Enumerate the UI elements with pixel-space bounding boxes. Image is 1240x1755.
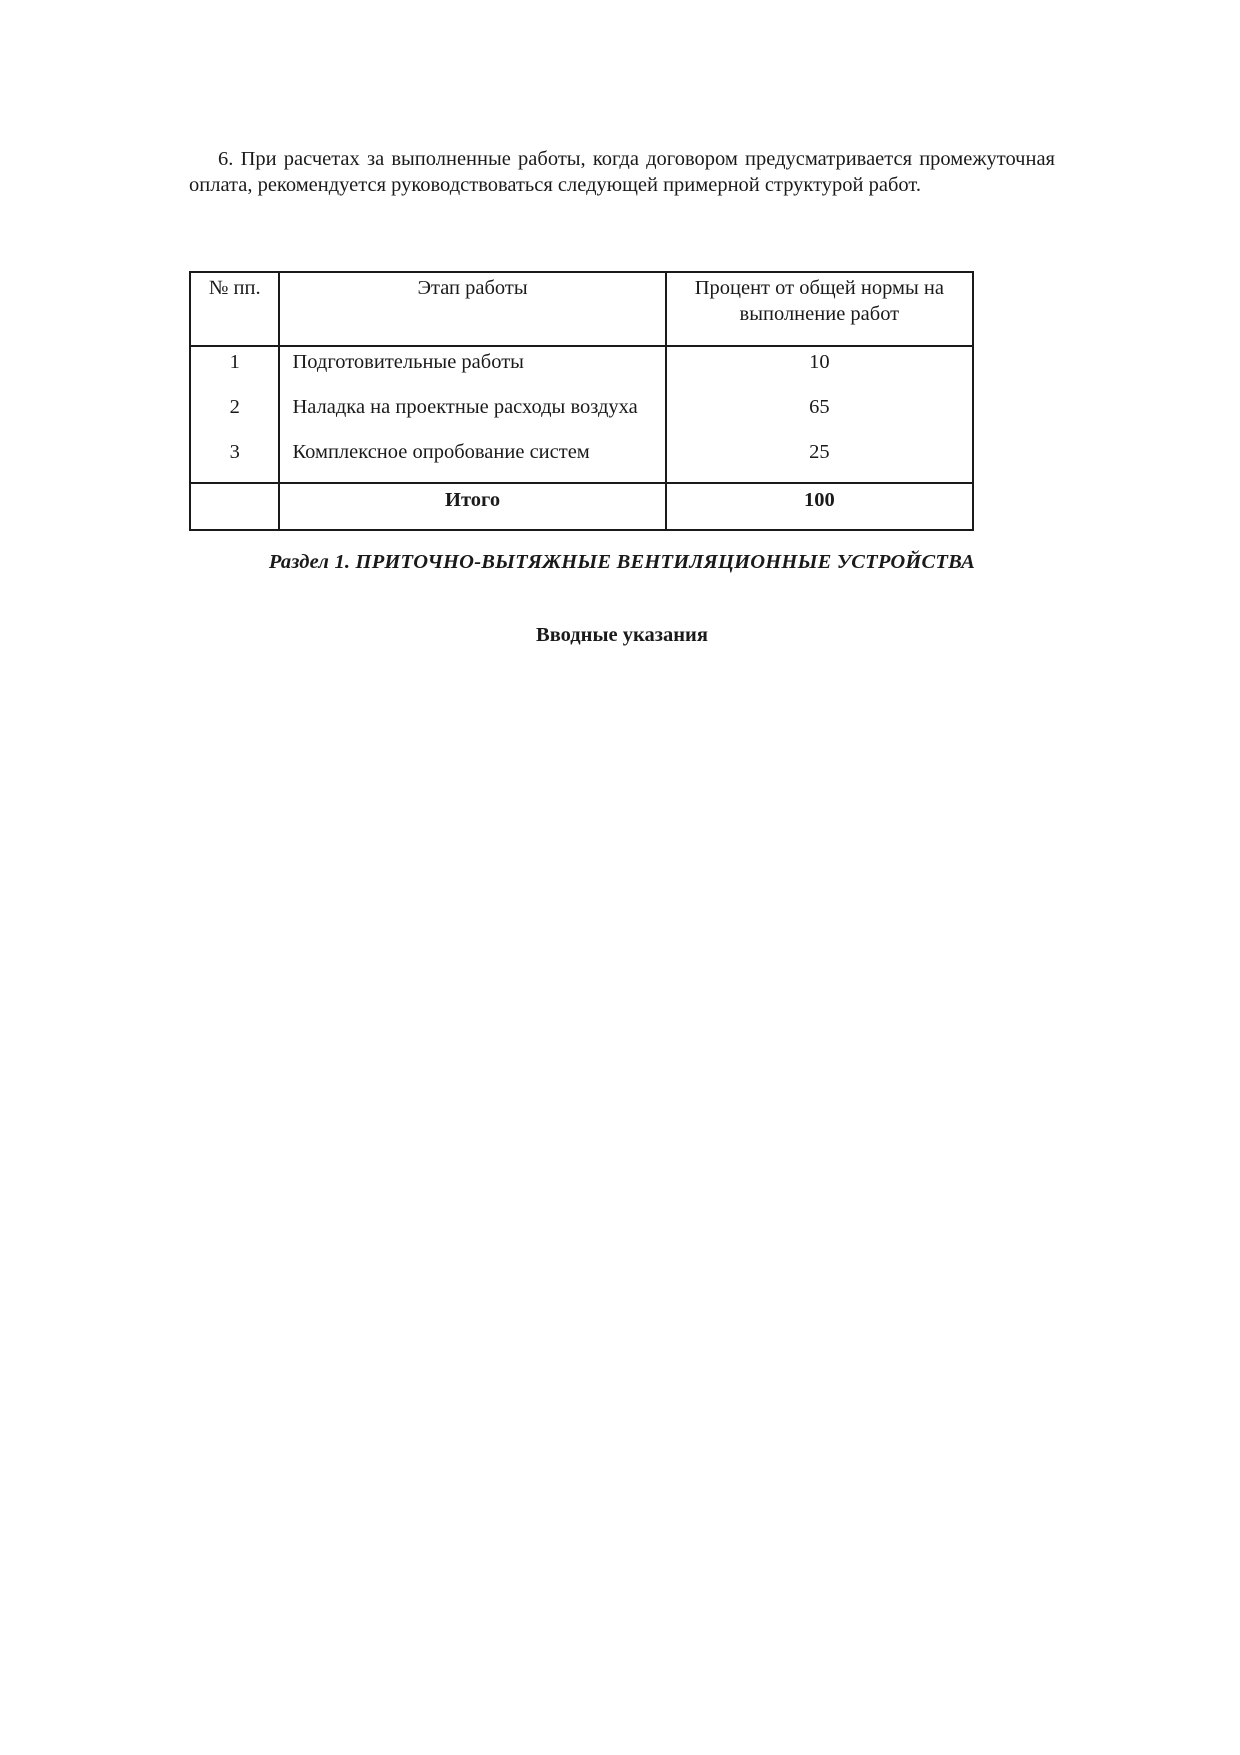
total-empty-cell [190, 483, 279, 530]
table-row [190, 346, 973, 392]
work-stages-table [189, 271, 974, 531]
row-number: 1 [190, 346, 279, 392]
row-stage: Подготовительные работы [279, 346, 665, 392]
table-body [190, 346, 973, 483]
intro-paragraph: 6. При расчетах за выполненные работы, когда договором предусматривается промежуточная оплата, рекомендуется руководствоваться следующей примерной структурой работ. [189, 148, 1055, 196]
row-percent: 25 [666, 437, 973, 483]
header-percent: Процент от общей нормы на выполнение работ [666, 272, 973, 346]
row-stage: Наладка на проектные расходы воздуха [279, 392, 665, 437]
total-row [190, 483, 973, 530]
table-row [190, 437, 973, 483]
row-number: 3 [190, 437, 279, 483]
row-percent: 10 [666, 346, 973, 392]
header-row [190, 272, 973, 346]
row-stage: Комплексное опробование систем [279, 437, 665, 483]
header-stage: Этап работы [279, 272, 665, 346]
subheading: Вводные указания [536, 624, 708, 646]
table-header [190, 272, 973, 346]
table-footer [190, 483, 973, 530]
section-title: Раздел 1. ПРИТОЧНО-ВЫТЯЖНЫЕ ВЕНТИЛЯЦИОННЫЕ УСТРОЙСТВА [268, 551, 976, 573]
row-number: 2 [190, 392, 279, 437]
total-label: Итого [279, 483, 665, 530]
header-number: № пп. [190, 272, 279, 346]
total-percent: 100 [666, 483, 973, 530]
row-percent: 65 [666, 392, 973, 437]
table-row [190, 392, 973, 437]
